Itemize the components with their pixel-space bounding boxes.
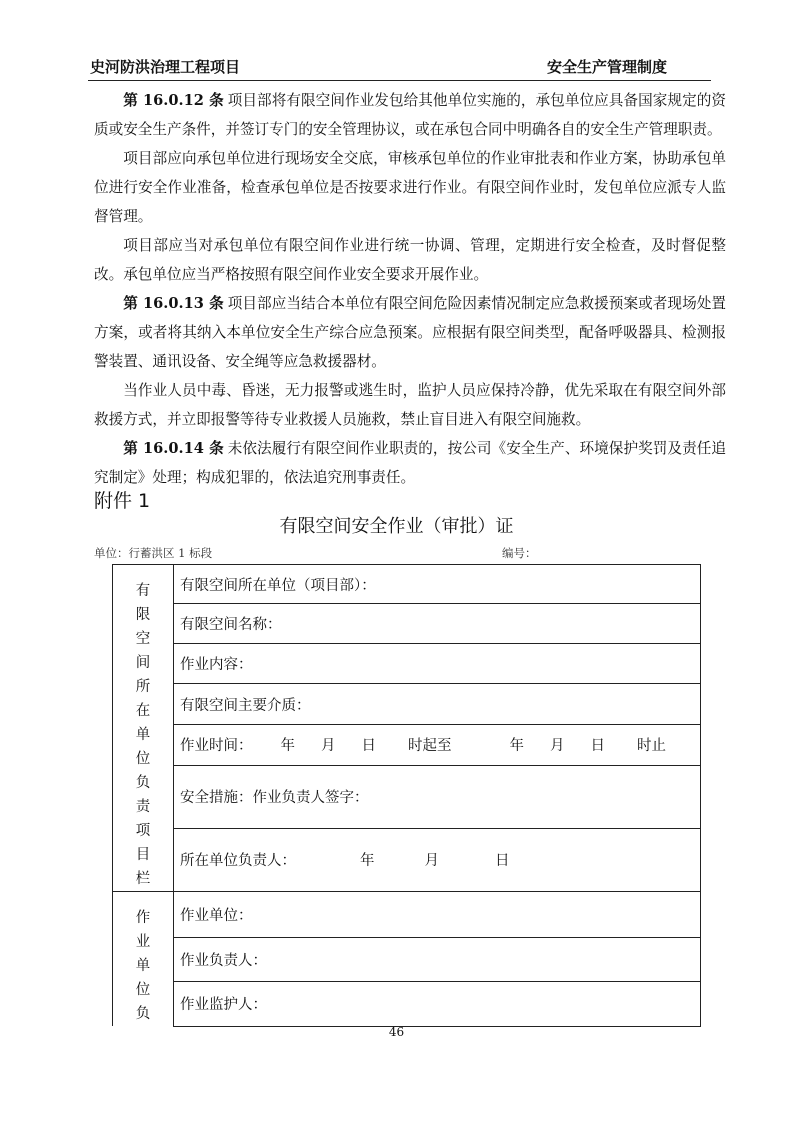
vertical-label-char: 在	[135, 703, 151, 719]
paragraph-text: 未依法履行有限空间作业职责的，按公司《安全生产、环境保护奖罚及责任追究制定》处理；构成犯罪的，依法追究刑事责任。	[94, 440, 726, 486]
vertical-label-char: 有	[135, 583, 151, 599]
paragraph	[94, 376, 726, 434]
field-work-unit[interactable]: 作业单位：	[174, 892, 701, 938]
field-work-guardian[interactable]: 作业监护人：	[174, 982, 701, 1026]
paragraph-text: 项目部应向承包单位进行现场安全交底，审核承包单位的作业审批表和作业方案，协助承包单位进行安全作业准备，检查承包单位是否按要求进行作业。有限空间作业时，发包单位应派专人监督管理。	[94, 150, 726, 225]
article-number: 第 16.0.13 条	[123, 295, 224, 312]
paragraph-text: 项目部将有限空间作业发包给其他单位实施的，承包单位应具备国家规定的资质或安全生产条件，并签订专门的安全管理协议，或在承包合同中明确各自的安全生产管理职责。	[94, 92, 726, 138]
permit-form-table	[112, 564, 701, 1027]
form-unit: 单位：行蓄洪区 1 标段	[94, 546, 213, 560]
field-main-medium[interactable]: 有限空间主要介质：	[174, 684, 701, 724]
vertical-label-char: 项	[135, 823, 151, 839]
vertical-label-char: 位	[135, 751, 151, 767]
vertical-label-char: 负	[135, 1006, 151, 1022]
vertical-label-char: 所	[135, 679, 151, 695]
paragraph-text: 项目部应当对承包单位有限空间作业进行统一协调、管理，定期进行安全检查，及时督促整改。承包单位应当严格按照有限空间作业安全要求开展作业。	[94, 237, 726, 283]
field-space-unit[interactable]: 有限空间所在单位（项目部）：	[174, 565, 701, 604]
vertical-label-char: 栏	[135, 871, 151, 887]
form-title: 有限空间安全作业（审批）证	[279, 516, 514, 537]
document-category: 安全生产管理制度	[546, 58, 667, 76]
annex-label: 附件 1	[94, 490, 151, 512]
field-work-time[interactable]: 作业时间： 年 月 日 时起至 年 月 日 时止	[174, 724, 701, 765]
vertical-label-char: 限	[135, 607, 151, 623]
vertical-label-char: 责	[135, 799, 151, 815]
vertical-label-char: 位	[135, 982, 151, 998]
paragraph	[94, 434, 726, 492]
paragraph-text: 当作业人员中毒、昏迷，无力报警或逃生时，监护人员应保持冷静，优先采取在有限空间外部救援方式，并立即报警等待专业救援人员施救，禁止盲目进入有限空间施救。	[94, 382, 726, 428]
vertical-label-char: 单	[135, 958, 151, 974]
vertical-label-char: 单	[135, 727, 151, 743]
article-number: 第 16.0.14 条	[123, 440, 224, 457]
page-number: 46	[388, 1025, 405, 1039]
field-unit-responsible[interactable]: 所在单位负责人： 年 月 日	[174, 828, 701, 891]
regulation-text	[94, 86, 726, 492]
vertical-label-char: 负	[135, 775, 151, 791]
page-header	[88, 54, 711, 81]
article-number: 第 16.0.12 条	[123, 92, 224, 109]
section-label-work-unit	[113, 892, 174, 1027]
vertical-label-char: 作	[135, 910, 151, 926]
vertical-label-char: 目	[135, 847, 151, 863]
paragraph	[94, 231, 726, 289]
project-name: 史河防洪治理工程项目	[90, 58, 241, 76]
vertical-label-char: 空	[135, 631, 151, 647]
field-safety-measures[interactable]: 安全措施：作业负责人签字：	[174, 765, 701, 828]
paragraph	[94, 144, 726, 231]
vertical-label-char: 间	[135, 655, 151, 671]
vertical-label-char: 业	[135, 934, 151, 950]
field-work-leader[interactable]: 作业负责人：	[174, 937, 701, 981]
form-number-label: 编号：	[502, 546, 537, 560]
field-space-name[interactable]: 有限空间名称：	[174, 604, 701, 644]
section-label-unit-responsibility	[113, 565, 174, 892]
paragraph	[94, 86, 726, 144]
paragraph-text: 项目部应当结合本单位有限空间危险因素情况制定应急救援预案或者现场处置方案，或者将其纳入本单位安全生产综合应急预案。应根据有限空间类型，配备呼吸器具、检测报警装置、通讯设备、安全绳等应急救援器材。	[94, 295, 726, 370]
field-work-content[interactable]: 作业内容：	[174, 644, 701, 684]
paragraph	[94, 289, 726, 376]
